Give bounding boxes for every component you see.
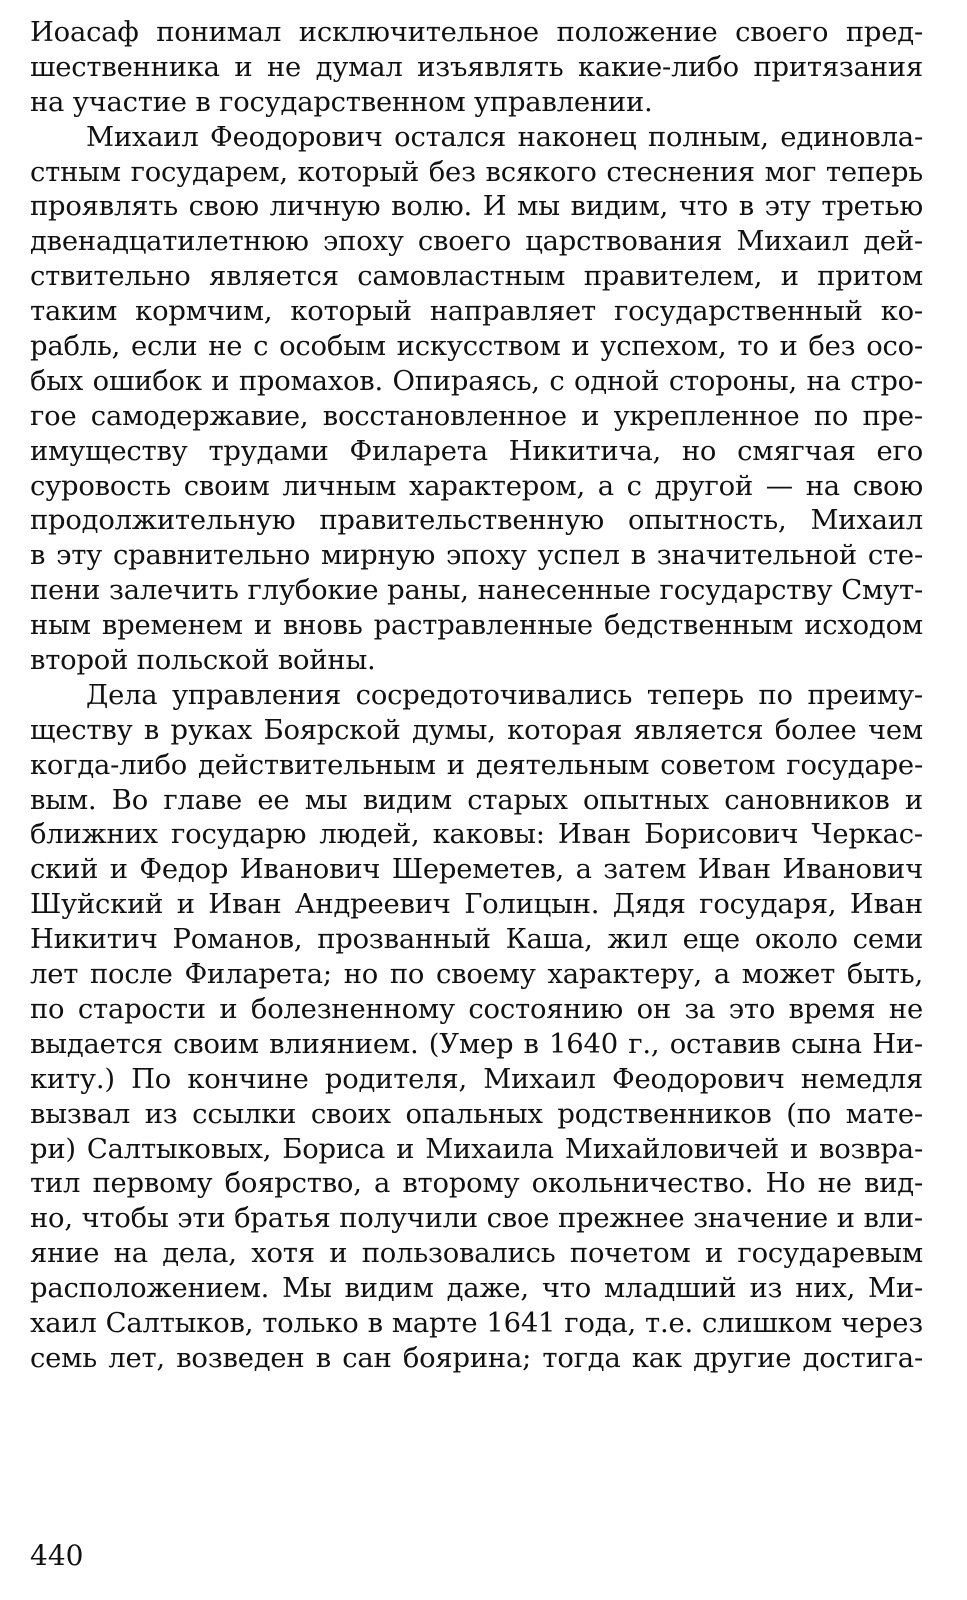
- text-line: тил первому боярство, а второму окольничество. Но не вид-: [30, 1168, 923, 1200]
- text-line: продолжительную правительственную опытность, Михаил: [30, 505, 923, 537]
- text-line: хаил Салтыков, только в марте 1641 года, т.е. слишком через: [30, 1307, 923, 1339]
- book-page-text: [30, 16, 923, 1377]
- text-line: шественника и не думал изъявлять какие-либо притязания: [30, 51, 923, 83]
- text-line: расположением. Мы видим даже, что младший из них, Ми-: [30, 1273, 923, 1305]
- text-line: киту.) По кончине родителя, Михаил Феодорович немедля: [30, 1063, 923, 1095]
- text-line: гое самодержавие, восстановленное и укрепленное по пре-: [30, 400, 923, 432]
- text-line: вым. Во главе ее мы видим старых опытных сановников и: [30, 784, 923, 816]
- text-line: рабль, если не с особым искусством и успехом, то и без осо-: [30, 331, 923, 363]
- text-line: имуществу трудами Филарета Никитича, но смягчая его: [30, 435, 923, 467]
- text-line: суровость своим личным характером, а с другой — на свою: [30, 470, 923, 502]
- paragraph-3: [30, 679, 923, 1377]
- text-line: Шуйский и Иван Андреевич Голицын. Дядя государя, Иван: [30, 889, 923, 921]
- text-line: вызвал из ссылки своих опальных родственников (по мате-: [30, 1098, 923, 1130]
- text-line: второй польской войны.: [30, 645, 376, 677]
- text-line: на участие в государственном управлении.: [30, 86, 653, 118]
- text-line: ближних государю людей, каковы: Иван Борисович Черкас-: [30, 819, 923, 851]
- text-line: когда-либо действительным и деятельным советом государе-: [30, 749, 923, 781]
- page-number: 440: [30, 1539, 84, 1572]
- text-line: Михаил Феодорович остался наконец полным, единовла-: [86, 121, 923, 153]
- text-line: Никитич Романов, прозванный Каша, жил еще около семи: [30, 924, 923, 956]
- text-line: ствительно является самовластным правителем, и притом: [30, 261, 923, 293]
- text-line: семь лет, возведен в сан боярина; тогда как другие достига-: [30, 1342, 923, 1374]
- text-line: ский и Федор Иванович Шереметев, а затем Иван Иванович: [30, 854, 923, 886]
- text-line: Иоасаф понимал исключительное положение своего пред-: [30, 17, 923, 48]
- text-line: выдается своим влиянием. (Умер в 1640 г., оставив сына Ни-: [30, 1028, 923, 1060]
- text-line: таким кормчим, который направляет государственный ко-: [30, 296, 923, 328]
- text-line: ществу в руках Боярской думы, которая является более чем: [30, 714, 923, 746]
- paragraph-2: [30, 121, 923, 679]
- text-line: лет после Филарета; но по своему характеру, а может быть,: [30, 959, 923, 991]
- text-line: яние на дела, хотя и пользовались почетом и государевым: [30, 1238, 923, 1270]
- text-line: Дела управления сосредоточивались теперь по преиму-: [86, 679, 923, 711]
- text-line: стным государем, который без всякого стеснения мог теперь: [30, 156, 923, 188]
- paragraph-1: [30, 16, 923, 121]
- text-line: ным временем и вновь растравленные бедственным исходом: [30, 610, 923, 642]
- text-line: проявлять свою личную волю. И мы видим, что в эту третью: [30, 191, 923, 223]
- text-line: пени залечить глубокие раны, нанесенные государству Смут-: [30, 575, 923, 607]
- text-line: ри) Салтыковых, Бориса и Михаила Михайловичей и возвра-: [30, 1133, 923, 1165]
- text-line: в эту сравнительно мирную эпоху успел в значительной сте-: [30, 540, 923, 572]
- text-line: бых ошибок и промахов. Опираясь, с одной стороны, на стро-: [30, 365, 923, 397]
- text-line: двенадцатилетнюю эпоху своего царствования Михаил дей-: [30, 226, 923, 258]
- text-line: но, чтобы эти братья получили свое прежнее значение и вли-: [30, 1203, 923, 1235]
- text-line: по старости и болезненному состоянию он за это время не: [30, 993, 923, 1025]
